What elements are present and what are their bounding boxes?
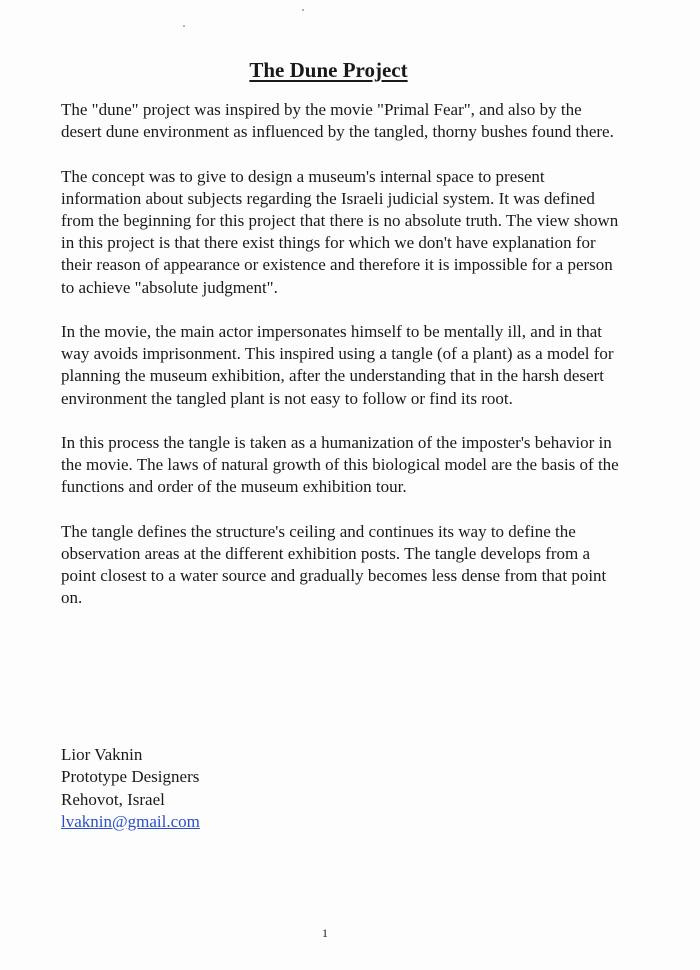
signature-name: Lior Vaknin	[61, 745, 143, 764]
page-number: 1	[322, 926, 328, 940]
paragraph-inspiration: The "dune" project was inspired by the movie "Primal Fear", and also by the desert dune environment as influenced by the tangled, thorny bushes found there.	[61, 100, 614, 142]
paragraph-process: In this process the tangle is taken as a humanization of the imposter's behavior in the movie. The laws of natural growth of this biological model are the basis of the functions and order of the museum exhibition tour.	[61, 433, 619, 497]
email-link[interactable]: lvaknin@gmail.com	[61, 811, 200, 831]
scan-speck	[183, 25, 185, 27]
paragraph-concept: The concept was to give to design a museum's internal space to present information about subjects regarding the Israeli judicial system. It was defined from the beginning for this project that there is no absolute truth. The view shown in this project is that there exist things for which we don't have explanation for their reason of appearance or existence and therefore it is impossible for a person to achieve "absolute judgment".	[61, 166, 619, 297]
scan-speck	[302, 9, 304, 11]
paragraph-structure: The tangle defines the structure's ceiling and continues its way to define the observation areas at the different exhibition posts. The tangle develops from a point closest to a water source and gradually becomes less dense from that point on.	[61, 521, 607, 608]
document-body	[61, 99, 621, 632]
signature-block	[61, 744, 200, 833]
signature-location: Rehovot, Israel	[61, 789, 165, 809]
signature-company: Prototype Designers	[61, 767, 200, 787]
paragraph-movie: In the movie, the main actor impersonates himself to be mentally ill, and in that way avoids imprisonment. This inspired using a tangle (of a plant) as a model for planning the museum exhibition, after the understanding that in the harsh desert environment the tangled plant is not easy to follow or find its root.	[61, 322, 614, 408]
document-title: The Dune Project	[249, 58, 408, 82]
